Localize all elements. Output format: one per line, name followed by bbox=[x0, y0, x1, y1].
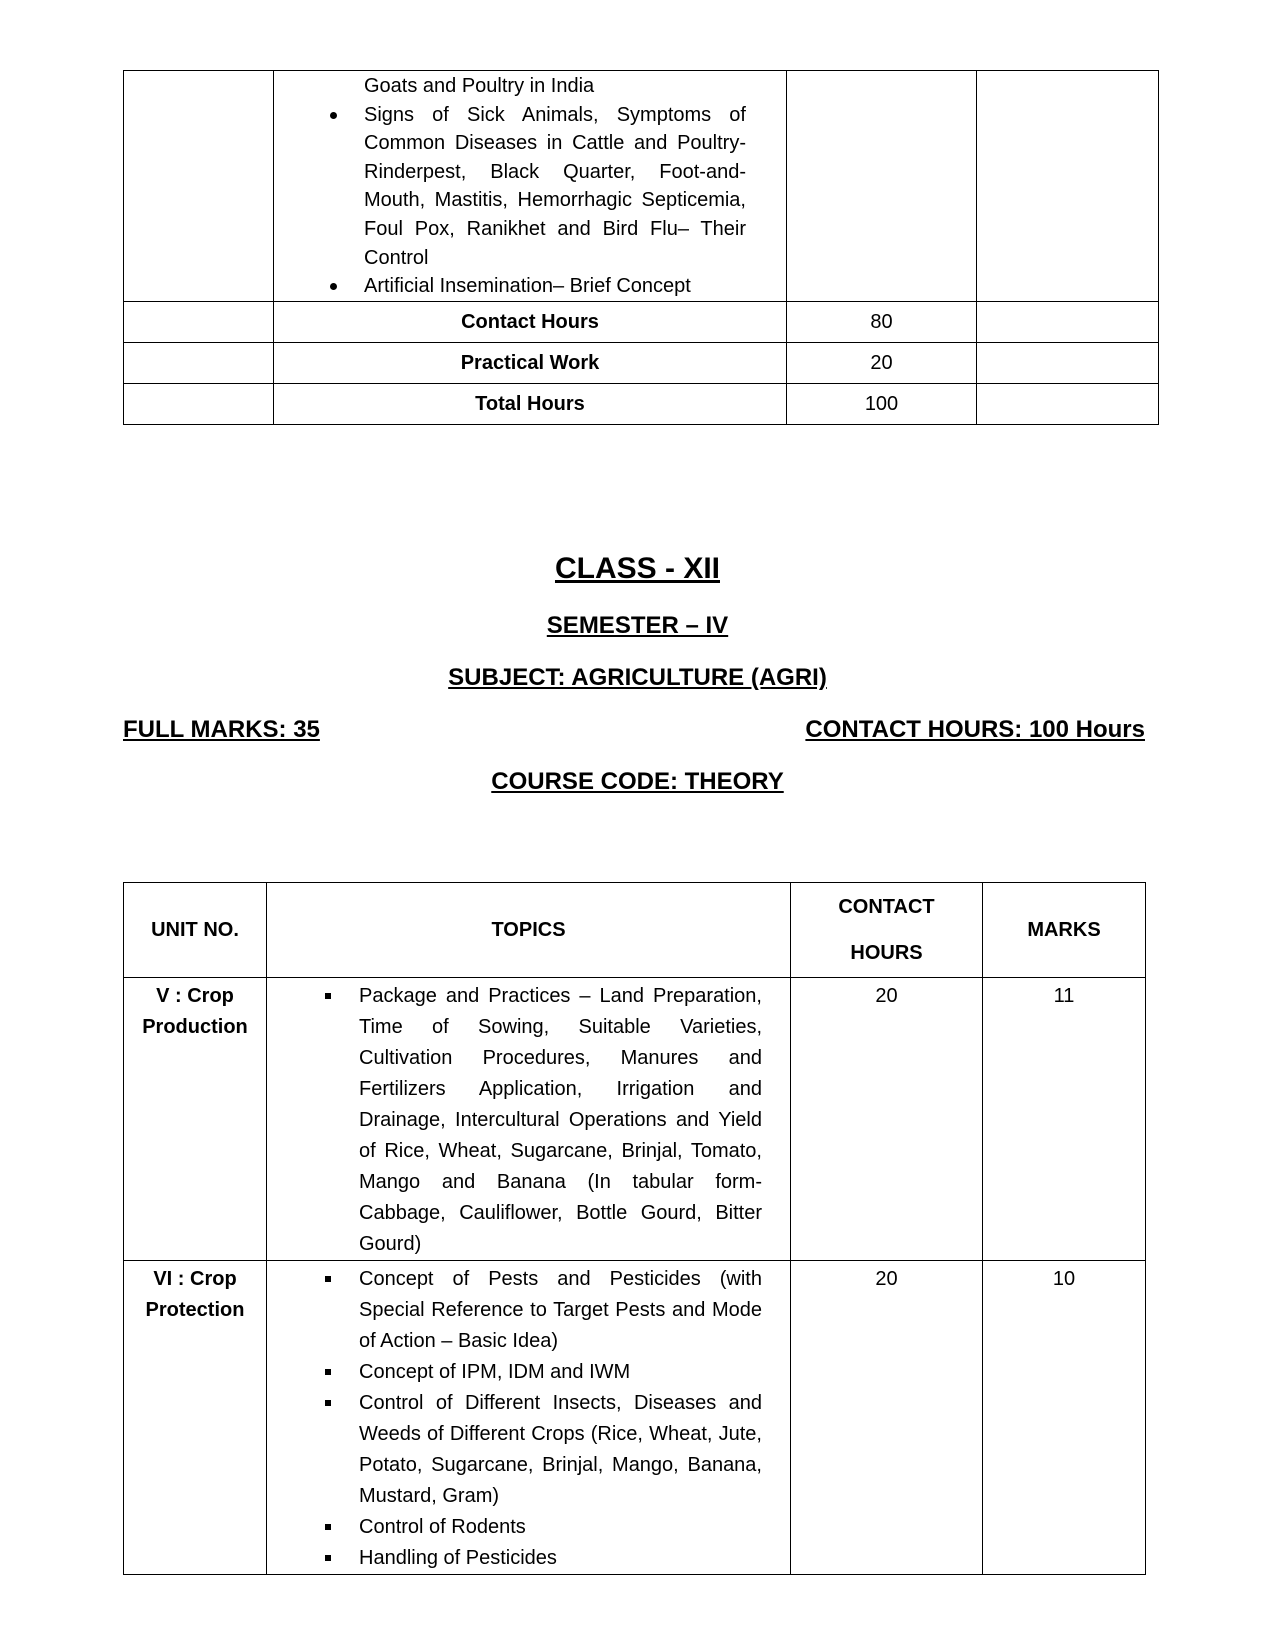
summary-row-practical-work bbox=[124, 342, 1159, 383]
list-item: Artificial Insemination– Brief Concept bbox=[322, 272, 746, 301]
marks-value: 10 bbox=[983, 1261, 1146, 1575]
summary-value: 20 bbox=[787, 342, 977, 383]
marks-cell-empty bbox=[977, 71, 1159, 302]
empty-cell bbox=[977, 342, 1159, 383]
full-marks-label: FULL MARKS: 35 bbox=[123, 716, 320, 743]
topics-cell bbox=[267, 1261, 791, 1575]
list-item: Concept of Pests and Pesticides (with Special Reference to Target Pests and Mode of Action – Basic Idea) bbox=[325, 1264, 762, 1357]
unit-line1: V : Crop bbox=[156, 985, 234, 1007]
header-contact-line2: HOURS bbox=[850, 942, 923, 964]
contact-hours-cell-empty bbox=[787, 71, 977, 302]
summary-label: Contact Hours bbox=[274, 301, 787, 342]
summary-label: Practical Work bbox=[274, 342, 787, 383]
unit-cell-empty bbox=[124, 71, 274, 302]
summary-value: 100 bbox=[787, 383, 977, 424]
header-topics: TOPICS bbox=[267, 883, 791, 978]
continuation-table bbox=[123, 70, 1159, 425]
empty-cell bbox=[124, 383, 274, 424]
header-contact-hours bbox=[791, 883, 983, 978]
empty-cell bbox=[977, 383, 1159, 424]
unit-line2: Protection bbox=[145, 1299, 245, 1321]
list-item: Control of Different Insects, Diseases and Weeds of Different Crops (Rice, Wheat, Jute, Potato, Sugarcane, Brinjal, Mango, Banana, Mustard, Gram) bbox=[325, 1388, 762, 1512]
header-marks: MARKS bbox=[983, 883, 1146, 978]
list-item: Control of Rodents bbox=[325, 1512, 762, 1543]
header-unit-no: UNIT NO. bbox=[124, 883, 267, 978]
list-item: Goats and Poultry in India bbox=[364, 75, 595, 97]
contact-hours-value: 20 bbox=[791, 1261, 983, 1575]
class-heading: CLASS - XII bbox=[554, 552, 720, 585]
semester-heading: SEMESTER – IV bbox=[546, 612, 729, 639]
list-item: Handling of Pesticides bbox=[325, 1543, 762, 1574]
header-contact-line1: CONTACT bbox=[838, 896, 935, 918]
contact-hours-value: 20 bbox=[791, 978, 983, 1261]
summary-label: Total Hours bbox=[274, 383, 787, 424]
topics-cell bbox=[267, 978, 791, 1261]
summary-value: 80 bbox=[787, 301, 977, 342]
list-item: Package and Practices – Land Preparation, Time of Sowing, Suitable Varieties, Cultivation Procedures, Manures and Fertilizers Application, Irrigation and Drainage, Intercultural Operations and Yield of Rice, Wheat, Sugarcane, Brinjal, Tomato, Mango and Banana (In tabular form-Cabbage, Cauliflower, Bottle Gourd, Bitter Gourd) bbox=[325, 981, 762, 1260]
empty-cell bbox=[124, 342, 274, 383]
table-row-unit-v bbox=[124, 978, 1146, 1261]
course-code-heading: COURSE CODE: THEORY bbox=[491, 768, 784, 795]
list-item: Signs of Sick Animals, Symptoms of Common Diseases in Cattle and Poultry- Rinderpest, Black Quarter, Foot-and-Mouth, Mastitis, Hemorrhagic Septicemia, Foul Pox, Ranikhet and Bird Flu– Their Control bbox=[322, 101, 746, 273]
summary-row-contact-hours bbox=[124, 301, 1159, 342]
topics-list bbox=[325, 1264, 762, 1574]
unit-cell bbox=[124, 1261, 267, 1575]
syllabus-table bbox=[123, 882, 1146, 1575]
unit-line2: Production bbox=[142, 1016, 248, 1038]
table-header-row bbox=[124, 883, 1146, 978]
contact-hours-label: CONTACT HOURS: 100 Hours bbox=[805, 716, 1145, 743]
list-item: Concept of IPM, IDM and IWM bbox=[325, 1357, 762, 1388]
topics-list bbox=[325, 981, 762, 1260]
summary-row-total-hours bbox=[124, 383, 1159, 424]
empty-cell bbox=[977, 301, 1159, 342]
topics-cell bbox=[274, 71, 787, 302]
marks-value: 11 bbox=[983, 978, 1146, 1261]
empty-cell bbox=[124, 301, 274, 342]
topics-list bbox=[322, 72, 746, 301]
subject-heading: SUBJECT: AGRICULTURE (AGRI) bbox=[448, 664, 827, 691]
table-row-unit-vi bbox=[124, 1261, 1146, 1575]
unit-cell bbox=[124, 978, 267, 1261]
continuation-row bbox=[124, 71, 1159, 302]
unit-line1: VI : Crop bbox=[153, 1268, 237, 1290]
